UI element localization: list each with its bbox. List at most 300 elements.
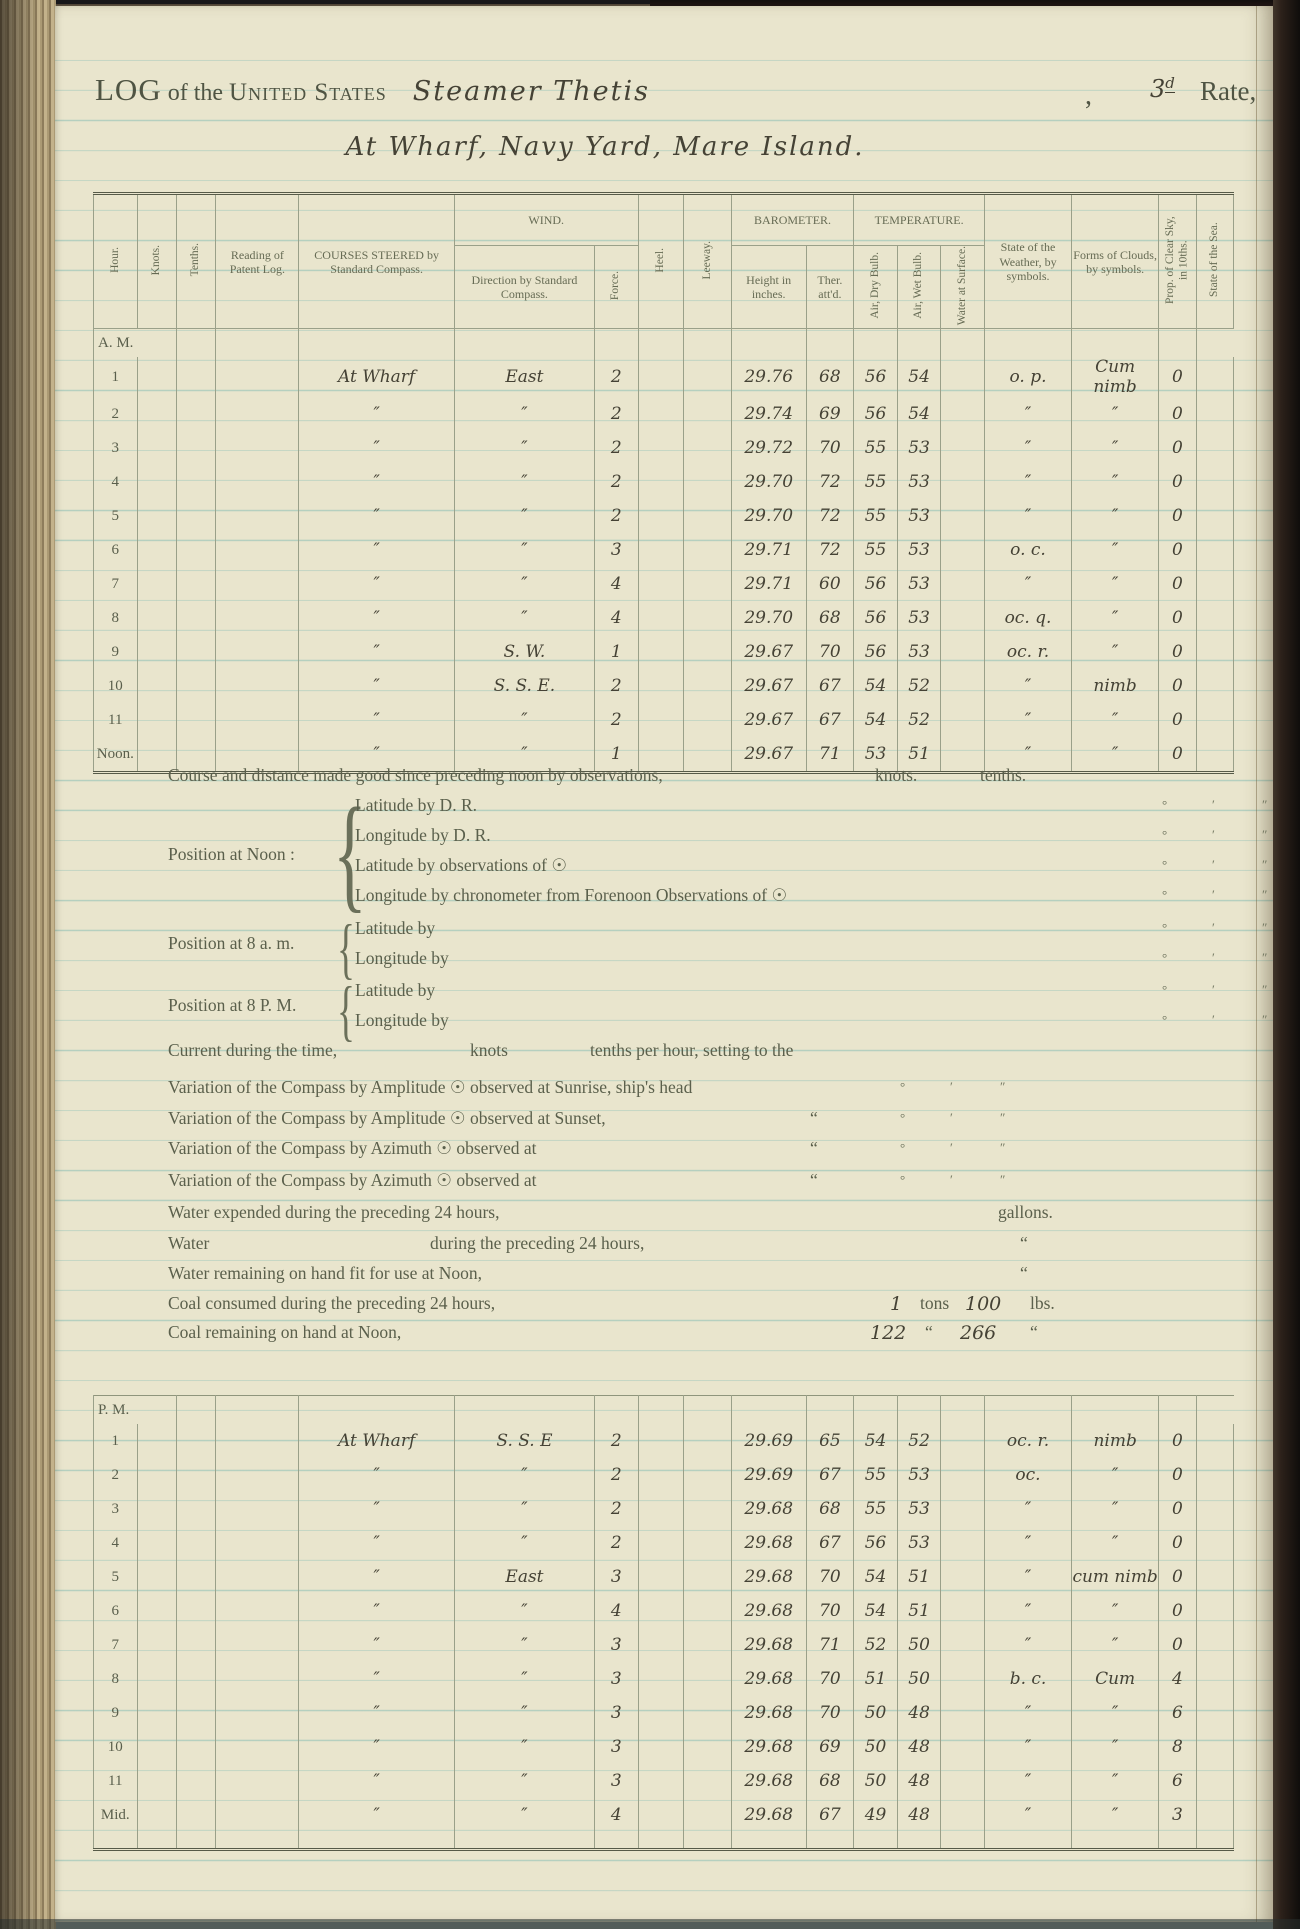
pm-log-row <box>94 1594 1234 1628</box>
cell-courses: ″ <box>299 1628 455 1662</box>
cell-state-sea <box>1196 431 1233 465</box>
pm-log-row <box>94 1662 1234 1696</box>
cell-baro-ther: 69 <box>806 397 854 431</box>
cell-water-surface <box>941 567 985 601</box>
cell-leeway <box>684 465 732 499</box>
cell-water-surface <box>941 1526 985 1560</box>
cell-courses: ″ <box>299 1594 455 1628</box>
location-line-handwritten: At Wharf, Navy Yard, Mare Island. <box>345 132 865 162</box>
am-log-row <box>94 567 1234 601</box>
cell-clouds: ″ <box>1072 601 1159 635</box>
cell-patent-log <box>216 1730 299 1764</box>
cell-force: 2 <box>594 397 638 431</box>
cell-force: 2 <box>594 465 638 499</box>
cell-direction: S. S. E <box>454 1424 594 1458</box>
cell-heel <box>638 1424 684 1458</box>
cell-courses: ″ <box>299 1458 455 1492</box>
cell-tenths <box>176 1798 215 1832</box>
cell-tenths <box>176 703 215 737</box>
cell-heel <box>638 1662 684 1696</box>
position-line: Longitude by D. R. ° ′ ″ <box>355 825 1268 845</box>
cell-heel <box>638 533 684 567</box>
cell-direction: ″ <box>454 737 594 773</box>
cell-heel <box>638 567 684 601</box>
cell-force: 2 <box>594 1458 638 1492</box>
coal-remaining-lbs: 266 <box>960 1322 997 1344</box>
rate-label: Rate, <box>1200 76 1257 106</box>
cell-courses: ″ <box>299 1696 455 1730</box>
cell-tenths <box>176 1492 215 1526</box>
cell-force: 4 <box>594 1594 638 1628</box>
cell-leeway <box>684 1628 732 1662</box>
cell-tenths <box>176 1730 215 1764</box>
position-line: Longitude by ° ′ ″ <box>355 1010 1268 1030</box>
cell-heel <box>638 703 684 737</box>
cell-heel <box>638 1458 684 1492</box>
cell-tenths <box>176 1662 215 1696</box>
cell-clouds: ″ <box>1072 703 1159 737</box>
cell-clear-sky: 0 <box>1159 465 1196 499</box>
cell-air-wet: 48 <box>897 1696 941 1730</box>
cell-baro-height: 29.70 <box>731 465 806 499</box>
cell-tenths <box>176 357 215 397</box>
cell-clouds: ″ <box>1072 1628 1159 1662</box>
cell-clear-sky: 0 <box>1159 635 1196 669</box>
cell-leeway <box>684 1696 732 1730</box>
cell-air-wet: 53 <box>897 1458 941 1492</box>
cell-state-sea <box>1196 567 1233 601</box>
variation-line: Variation of the Compass by Amplitude ☉ observed at Sunset, “ ° ′ ″ <box>168 1108 1006 1128</box>
cell-hour: 3 <box>94 431 138 465</box>
cell-leeway <box>684 533 732 567</box>
cell-water-surface <box>941 465 985 499</box>
cell-force: 4 <box>594 601 638 635</box>
cell-knots <box>137 1628 176 1662</box>
cell-baro-height: 29.71 <box>731 533 806 567</box>
cell-weather: ″ <box>984 1526 1071 1560</box>
cell-tenths <box>176 1764 215 1798</box>
cell-courses: At Wharf <box>299 357 455 397</box>
cell-tenths <box>176 1458 215 1492</box>
cell-courses: ″ <box>299 499 455 533</box>
cell-courses: ″ <box>299 635 455 669</box>
cell-air-dry: 55 <box>854 465 898 499</box>
cell-baro-ther: 70 <box>806 635 854 669</box>
pm-log-row <box>94 1628 1234 1662</box>
col-baro-ther: Ther. att'd. <box>806 246 854 329</box>
col-state-of-sea: State of the Sea. <box>1196 194 1233 329</box>
cell-baro-height: 29.68 <box>731 1560 806 1594</box>
pm-log-row <box>94 1526 1234 1560</box>
cell-leeway <box>684 1458 732 1492</box>
cell-state-sea <box>1196 397 1233 431</box>
position-line: Longitude by ° ′ ″ <box>355 948 1268 968</box>
cell-baro-height: 29.70 <box>731 499 806 533</box>
cell-air-dry: 51 <box>854 1662 898 1696</box>
brace-8pm: { <box>337 972 355 1048</box>
cell-air-wet: 48 <box>897 1798 941 1832</box>
cell-force: 3 <box>594 1560 638 1594</box>
cell-clear-sky: 0 <box>1159 1458 1196 1492</box>
cell-courses: ″ <box>299 397 455 431</box>
cell-air-dry: 54 <box>854 1594 898 1628</box>
cell-hour: 9 <box>94 1696 138 1730</box>
cell-baro-ther: 70 <box>806 1560 854 1594</box>
cell-tenths <box>176 669 215 703</box>
cell-water-surface <box>941 431 985 465</box>
cell-courses: ″ <box>299 703 455 737</box>
cell-clouds: Cum <box>1072 1662 1159 1696</box>
cell-force: 2 <box>594 431 638 465</box>
group-wind: WIND. <box>454 194 638 246</box>
cell-state-sea <box>1196 1458 1233 1492</box>
am-label: A. M. <box>94 329 177 358</box>
position-8pm-label: Position at 8 P. M. <box>168 995 297 1015</box>
cell-baro-height: 29.67 <box>731 737 806 773</box>
cell-clouds: ″ <box>1072 1594 1159 1628</box>
cell-heel <box>638 1560 684 1594</box>
cell-baro-ther: 68 <box>806 1764 854 1798</box>
col-air-wet: Air, Wet Bulb. <box>897 246 941 329</box>
cell-state-sea <box>1196 1798 1233 1832</box>
cell-state-sea <box>1196 1526 1233 1560</box>
cell-air-dry: 55 <box>854 499 898 533</box>
cell-air-wet: 53 <box>897 1526 941 1560</box>
cell-baro-ther: 71 <box>806 1628 854 1662</box>
coal-lbs-value: 100 <box>965 1293 1002 1315</box>
cell-water-surface <box>941 669 985 703</box>
coal-remaining-line: Coal remaining on hand at Noon, 122 “ 266 “ <box>168 1322 1038 1344</box>
cell-leeway <box>684 669 732 703</box>
cell-patent-log <box>216 567 299 601</box>
cell-clear-sky: 0 <box>1159 737 1196 773</box>
cell-air-dry: 56 <box>854 601 898 635</box>
cell-baro-ther: 67 <box>806 703 854 737</box>
water-remaining-line: Water remaining on hand fit for use at Noon, “ <box>168 1263 1028 1283</box>
cell-air-dry: 55 <box>854 1492 898 1526</box>
cell-air-dry: 56 <box>854 397 898 431</box>
position-line: Latitude by ° ′ ″ <box>355 980 1268 1000</box>
col-heel: Heel. <box>638 194 684 329</box>
cell-courses: ″ <box>299 431 455 465</box>
cell-clear-sky: 6 <box>1159 1764 1196 1798</box>
cell-patent-log <box>216 431 299 465</box>
pm-log-row <box>94 1458 1234 1492</box>
pm-filler-row <box>94 1832 1234 1850</box>
title-comma: , <box>1085 80 1092 111</box>
cell-clear-sky: 0 <box>1159 567 1196 601</box>
cell-clear-sky: 0 <box>1159 1594 1196 1628</box>
cell-leeway <box>684 567 732 601</box>
cell-clouds: ″ <box>1072 431 1159 465</box>
cell-air-dry: 56 <box>854 635 898 669</box>
cell-water-surface <box>941 1492 985 1526</box>
cell-water-surface <box>941 1594 985 1628</box>
cell-hour: 11 <box>94 703 138 737</box>
cell-baro-ther: 65 <box>806 1424 854 1458</box>
position-8am-label: Position at 8 a. m. <box>168 933 295 953</box>
cell-force: 2 <box>594 703 638 737</box>
cell-leeway <box>684 1730 732 1764</box>
cell-direction: ″ <box>454 1798 594 1832</box>
cell-courses: ″ <box>299 1560 455 1594</box>
cell-direction: ″ <box>454 397 594 431</box>
cell-hour: 10 <box>94 669 138 703</box>
cell-baro-ther: 68 <box>806 601 854 635</box>
am-table-body <box>94 329 1234 773</box>
cell-baro-ther: 67 <box>806 1458 854 1492</box>
cell-clear-sky: 0 <box>1159 499 1196 533</box>
cell-clouds: ″ <box>1072 1764 1159 1798</box>
cell-clear-sky: 0 <box>1159 1628 1196 1662</box>
pm-log-row <box>94 1798 1234 1832</box>
col-tenths: Tenths. <box>176 194 215 329</box>
cell-clouds: nimb <box>1072 1424 1159 1458</box>
position-line: Latitude by ° ′ ″ <box>355 918 1268 938</box>
cell-hour: 11 <box>94 1764 138 1798</box>
cell-heel <box>638 397 684 431</box>
cell-knots <box>137 357 176 397</box>
cell-water-surface <box>941 1560 985 1594</box>
cell-hour: 2 <box>94 397 138 431</box>
cell-water-surface <box>941 635 985 669</box>
cell-baro-height: 29.74 <box>731 397 806 431</box>
cell-air-dry: 53 <box>854 737 898 773</box>
cell-patent-log <box>216 1662 299 1696</box>
cell-tenths <box>176 1560 215 1594</box>
col-patent-log: Reading of Patent Log. <box>216 194 299 329</box>
cell-clear-sky: 0 <box>1159 397 1196 431</box>
cell-tenths <box>176 397 215 431</box>
cell-direction: ″ <box>454 1526 594 1560</box>
col-state-of-weather: State of the Weather, by symbols. <box>984 194 1071 329</box>
cell-heel <box>638 1526 684 1560</box>
cell-air-dry: 55 <box>854 431 898 465</box>
cell-state-sea <box>1196 357 1233 397</box>
am-log-row <box>94 533 1234 567</box>
cell-patent-log <box>216 357 299 397</box>
cell-clear-sky: 0 <box>1159 1492 1196 1526</box>
cell-force: 3 <box>594 1696 638 1730</box>
cell-direction: ″ <box>454 1662 594 1696</box>
cell-water-surface <box>941 533 985 567</box>
cell-weather: ″ <box>984 669 1071 703</box>
cell-baro-height: 29.72 <box>731 431 806 465</box>
cell-courses: ″ <box>299 1798 455 1832</box>
cell-force: 2 <box>594 357 638 397</box>
cell-knots <box>137 1492 176 1526</box>
cell-state-sea <box>1196 1594 1233 1628</box>
cell-baro-ther: 70 <box>806 1662 854 1696</box>
cell-baro-height: 29.67 <box>731 703 806 737</box>
cell-courses: ″ <box>299 1492 455 1526</box>
cell-knots <box>137 1662 176 1696</box>
col-hour: Hour. <box>94 194 138 329</box>
rate-value-handwritten: 3$^d$ <box>1150 74 1175 103</box>
cell-tenths <box>176 1628 215 1662</box>
cell-leeway <box>684 635 732 669</box>
cell-water-surface <box>941 1458 985 1492</box>
cell-air-dry: 50 <box>854 1696 898 1730</box>
cell-direction: ″ <box>454 499 594 533</box>
cell-heel <box>638 1594 684 1628</box>
cell-tenths <box>176 431 215 465</box>
cell-tenths <box>176 1696 215 1730</box>
cell-air-wet: 53 <box>897 601 941 635</box>
cell-water-surface <box>941 357 985 397</box>
cell-weather: ″ <box>984 737 1071 773</box>
cell-knots <box>137 1594 176 1628</box>
cell-patent-log <box>216 1594 299 1628</box>
water-blank-line: Water during the preceding 24 hours, “ <box>168 1233 1028 1253</box>
cell-leeway <box>684 1798 732 1832</box>
cell-air-dry: 50 <box>854 1764 898 1798</box>
title-log: LOG <box>95 72 162 107</box>
cell-baro-height: 29.69 <box>731 1458 806 1492</box>
vessel-name-handwritten: Steamer Thetis <box>412 76 650 107</box>
cell-clouds: ″ <box>1072 567 1159 601</box>
cell-baro-height: 29.68 <box>731 1696 806 1730</box>
cell-hour: 8 <box>94 601 138 635</box>
position-line: Latitude by observations of ☉ ° ′ ″ <box>355 855 1268 875</box>
cell-tenths <box>176 635 215 669</box>
cell-state-sea <box>1196 1662 1233 1696</box>
cell-hour: 7 <box>94 1628 138 1662</box>
cell-baro-height: 29.68 <box>731 1764 806 1798</box>
pm-log-row <box>94 1696 1234 1730</box>
cell-direction: ″ <box>454 1764 594 1798</box>
cell-direction: ″ <box>454 1492 594 1526</box>
cell-knots <box>137 1764 176 1798</box>
pm-log-row <box>94 1492 1234 1526</box>
cell-patent-log <box>216 703 299 737</box>
cell-baro-ther: 60 <box>806 567 854 601</box>
col-forms-of-clouds: Forms of Clouds, by symbols. <box>1072 194 1159 329</box>
cell-patent-log <box>216 669 299 703</box>
cell-knots <box>137 703 176 737</box>
cell-water-surface <box>941 1424 985 1458</box>
coal-consumed-line: Coal consumed during the preceding 24 hours, 1 tons 100 lbs. <box>168 1293 1055 1315</box>
cell-courses: ″ <box>299 737 455 773</box>
cell-patent-log <box>216 1560 299 1594</box>
col-wind-direction: Direction by Standard Compass. <box>454 246 594 329</box>
cell-clouds: ″ <box>1072 1458 1159 1492</box>
brace-noon: { <box>333 782 367 924</box>
cell-hour: 3 <box>94 1492 138 1526</box>
cell-baro-height: 29.76 <box>731 357 806 397</box>
cell-force: 2 <box>594 499 638 533</box>
cell-air-wet: 53 <box>897 567 941 601</box>
am-log-row <box>94 635 1234 669</box>
cell-weather: ″ <box>984 465 1071 499</box>
cell-baro-ther: 69 <box>806 1730 854 1764</box>
cell-air-wet: 54 <box>897 397 941 431</box>
brace-8am: { <box>337 910 355 986</box>
cell-knots <box>137 499 176 533</box>
cell-clouds: ″ <box>1072 465 1159 499</box>
cell-direction: ″ <box>454 465 594 499</box>
cell-force: 3 <box>594 1764 638 1798</box>
cell-knots <box>137 431 176 465</box>
cell-knots <box>137 1526 176 1560</box>
cell-clouds: ″ <box>1072 1526 1159 1560</box>
cell-baro-height: 29.69 <box>731 1424 806 1458</box>
cell-air-dry: 54 <box>854 703 898 737</box>
cell-water-surface <box>941 1764 985 1798</box>
cell-baro-height: 29.68 <box>731 1526 806 1560</box>
cell-knots <box>137 635 176 669</box>
cell-state-sea <box>1196 703 1233 737</box>
cell-force: 2 <box>594 1492 638 1526</box>
cell-heel <box>638 357 684 397</box>
cell-patent-log <box>216 601 299 635</box>
cell-heel <box>638 1730 684 1764</box>
cell-water-surface <box>941 703 985 737</box>
cell-air-dry: 56 <box>854 357 898 397</box>
cell-clear-sky: 0 <box>1159 669 1196 703</box>
cell-patent-log <box>216 1628 299 1662</box>
cell-air-wet: 51 <box>897 1594 941 1628</box>
cell-knots <box>137 601 176 635</box>
cell-state-sea <box>1196 669 1233 703</box>
cell-state-sea <box>1196 601 1233 635</box>
cell-hour: 7 <box>94 567 138 601</box>
cell-baro-ther: 70 <box>806 1594 854 1628</box>
cell-clouds: ″ <box>1072 1696 1159 1730</box>
cell-courses: ″ <box>299 1764 455 1798</box>
cell-leeway <box>684 601 732 635</box>
current-line: Current during the time, knots tenths per hour, setting to the <box>168 1040 794 1060</box>
cell-hour: 8 <box>94 1662 138 1696</box>
variation-line: Variation of the Compass by Azimuth ☉ observed at “ ° ′ ″ <box>168 1170 1006 1190</box>
cell-tenths <box>176 1424 215 1458</box>
cell-baro-ther: 67 <box>806 669 854 703</box>
cell-water-surface <box>941 1696 985 1730</box>
cell-air-wet: 53 <box>897 1492 941 1526</box>
cell-baro-ther: 68 <box>806 357 854 397</box>
cell-patent-log <box>216 1492 299 1526</box>
cell-direction: ″ <box>454 431 594 465</box>
cell-force: 4 <box>594 567 638 601</box>
cell-baro-height: 29.70 <box>731 601 806 635</box>
cell-patent-log <box>216 465 299 499</box>
am-log-row <box>94 397 1234 431</box>
cell-air-wet: 53 <box>897 431 941 465</box>
cell-leeway <box>684 1764 732 1798</box>
col-leeway: Leeway. <box>684 194 732 329</box>
cell-patent-log <box>216 1526 299 1560</box>
pm-label: P. M. <box>94 1396 177 1425</box>
cell-heel <box>638 499 684 533</box>
cell-courses: ″ <box>299 567 455 601</box>
cell-hour: 6 <box>94 1594 138 1628</box>
cell-courses: ″ <box>299 601 455 635</box>
cell-direction: S. S. E. <box>454 669 594 703</box>
cell-state-sea <box>1196 1730 1233 1764</box>
col-clear-sky: Prop. of Clear Sky, in 10ths. <box>1159 194 1196 329</box>
cell-baro-ther: 68 <box>806 1492 854 1526</box>
cell-air-wet: 53 <box>897 499 941 533</box>
cell-water-surface <box>941 499 985 533</box>
cell-weather: oc. r. <box>984 1424 1071 1458</box>
cell-hour: 10 <box>94 1730 138 1764</box>
cell-tenths <box>176 1526 215 1560</box>
cell-direction: ″ <box>454 1594 594 1628</box>
cell-air-wet: 53 <box>897 533 941 567</box>
cell-air-wet: 48 <box>897 1764 941 1798</box>
cell-leeway <box>684 499 732 533</box>
cell-clear-sky: 0 <box>1159 1560 1196 1594</box>
